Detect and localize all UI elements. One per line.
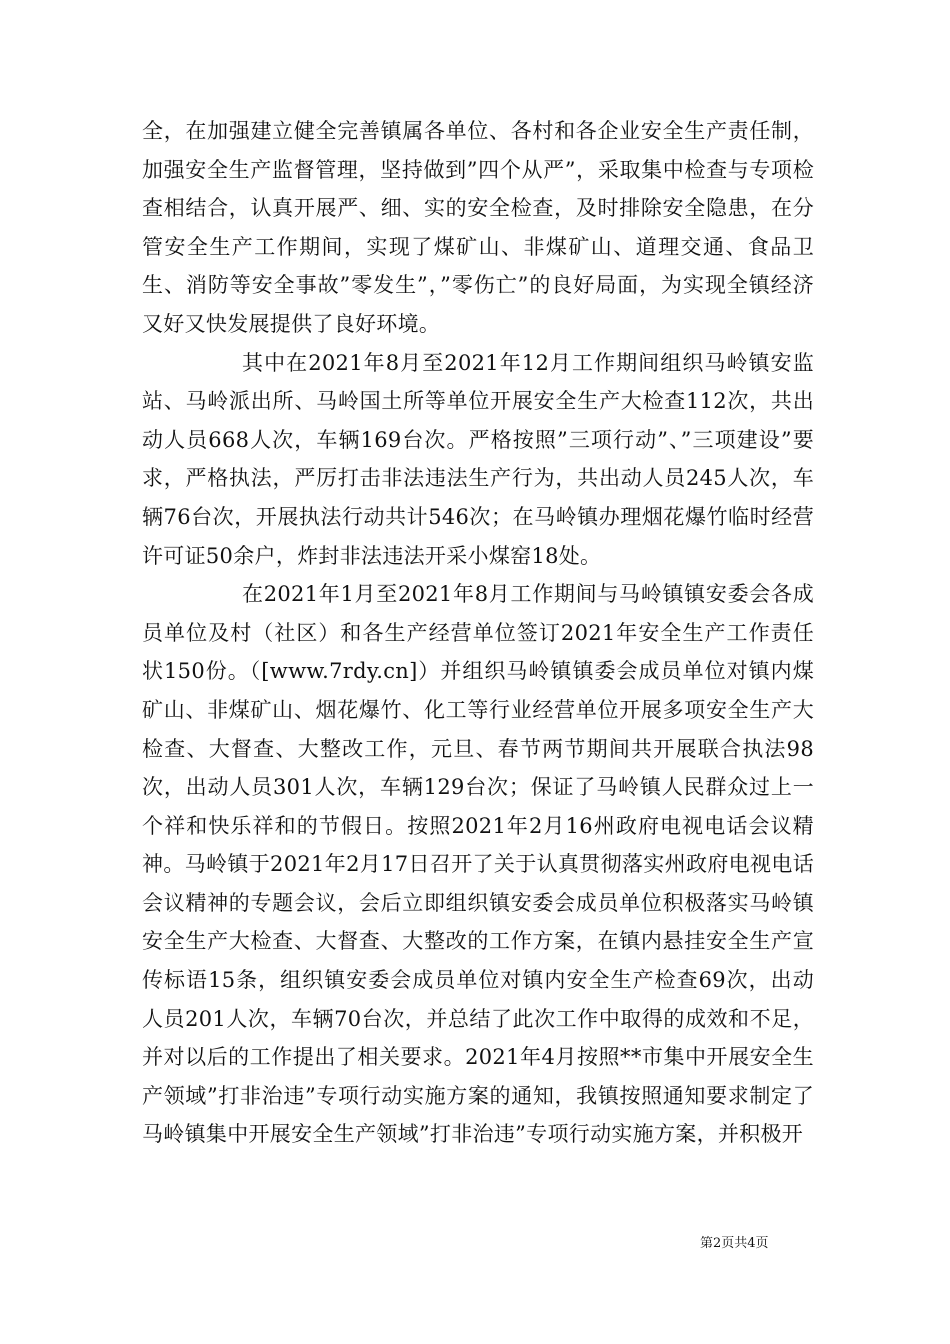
page-number-footer: 第2页共4页 (700, 1236, 769, 1251)
document-body (142, 112, 814, 1154)
paragraph-3: 在2021年1月至2021年8月工作期间与马岭镇镇安委会各成员单位及村（社区）和各生产经营单位签订2021年安全生产工作责任状150份。（[www.7rdy.cn]）并组织马岭镇镇委会成员单位对镇内煤矿山、非煤矿山、烟花爆竹、化工等行业经营单位开展多项安全生产大检查、大督查、大整改工作，元旦、春节两节期间共开展联合执法98次，出动人员301人次，车辆129台次；保证了马岭镇人民群众过上一个祥和快乐祥和的节假日。按照2021年2月16州政府电视电话会议精神。马岭镇于2021年2月17日召开了关于认真贯彻落实州政府电视电话会议精神的专题会议，会后立即组织镇安委会成员单位积极落实马岭镇安全生产大检查、大督查、大整改的工作方案，在镇内悬挂安全生产宣传标语15条，组织镇安委会成员单位对镇内安全生产检查69次，出动人员201人次，车辆70台次，并总结了此次工作中取得的成效和不足，并对以后的工作提出了相关要求。2021年4月按照**市集中开展安全生产领域”打非治违”专项行动实施方案的通知，我镇按照通知要求制定了马岭镇集中开展安全生产领域”打非治违”专项行动实施方案，并积极开 (142, 582, 814, 1147)
paragraph-2: 其中在2021年8月至2021年12月工作期间组织马岭镇安监站、马岭派出所、马岭国土所等单位开展安全生产大检查112次，共出动人员668人次，车辆169台次。严格按照”三项行动”、”三项建设”要求，严格执法，严厉打击非法违法生产行为，共出动人员245人次，车辆76台次，开展执法行动共计546次；在马岭镇办理烟花爆竹临时经营许可证50余户，炸封非法违法开采小煤窑18处。 (142, 350, 814, 568)
paragraph-1: 全，在加强建立健全完善镇属各单位、各村和各企业安全生产责任制，加强安全生产监督管理，坚持做到”四个从严”，采取集中检查与专项检查相结合，认真开展严、细、实的安全检查，及时排除安全隐患，在分管安全生产工作期间，实现了煤矿山、非煤矿山、道理交通、食品卫生、消防等安全事故”零发生”，”零伤亡”的良好局面，为实现全镇经济又好又快发展提供了良好环境。 (142, 119, 814, 336)
